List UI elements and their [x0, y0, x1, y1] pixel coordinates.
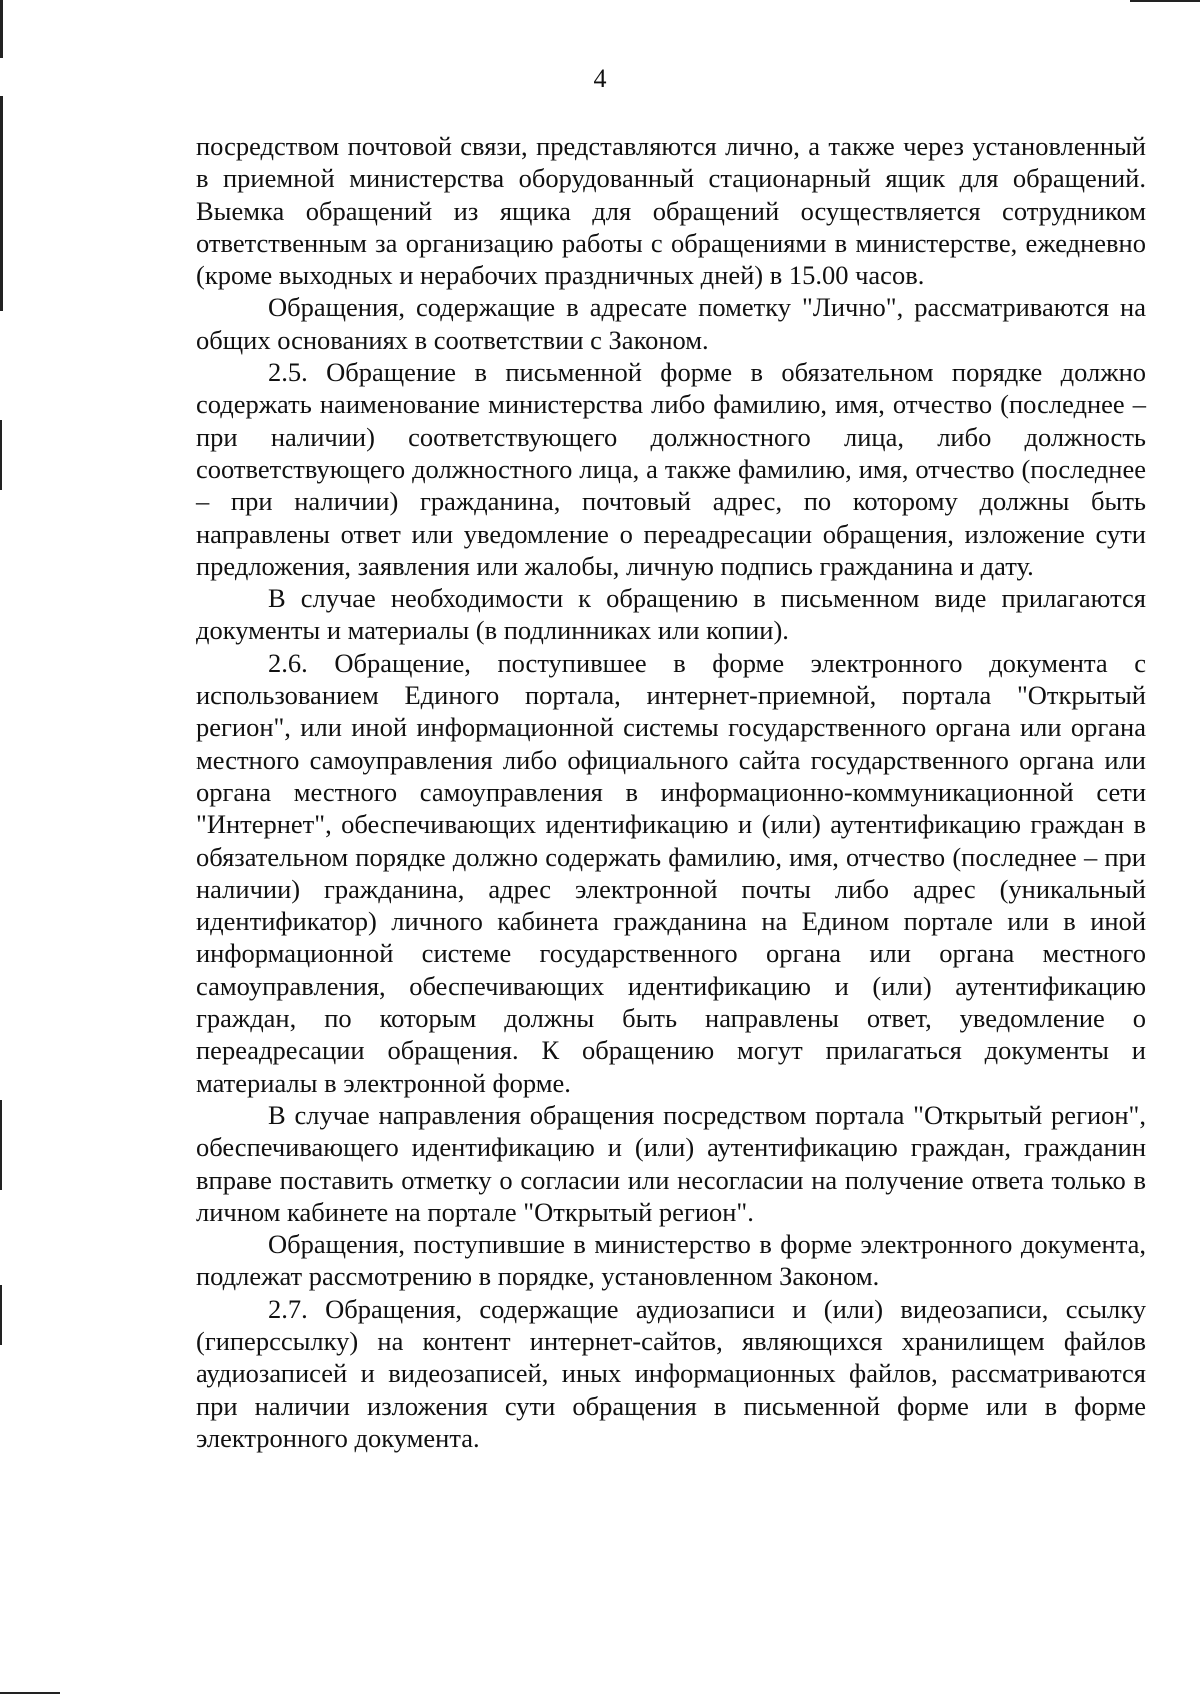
paragraph-2-5: 2.5. Обращение в письменной форме в обязательном порядке должно содержать наименование министерства либо фамилию, имя, отчество (последнее – при наличии) соответствующего должностного лица, либо должность соответствующего должностного лица, а также фамилию, имя, отчество (последнее – при наличии) гражданина, почтовый адрес, по которому должны быть направлены ответ или уведомление о переадресации обращения, изложение сути предложения, заявления или жалобы, личную подпись гражданина и дату.: [196, 357, 1146, 581]
document-body: [196, 130, 1146, 1454]
paragraph-electronic-review: Обращения, поступившие в министерство в форме электронного документа, подлежат рассмотрению в порядке, установленном Законом.: [196, 1229, 1146, 1292]
paragraph-personal-mark: Обращения, содержащие в адресате пометку "Лично", рассматриваются на общих основаниях в соответствии с Законом.: [196, 292, 1146, 355]
scan-edge-mark: [0, 420, 2, 490]
scan-edge-mark: [0, 0, 3, 58]
paragraph-open-region: В случае направления обращения посредством портала "Открытый регион", обеспечивающего идентификацию и (или) аутентификацию граждан, гражданин вправе поставить отметку о согласии или несогласии на получение ответа только в личном кабинете на портале "Открытый регион".: [196, 1099, 1146, 1227]
paragraph-attachments: В случае необходимости к обращению в письменном виде прилагаются документы и материалы (в подлинниках или копии).: [196, 583, 1146, 646]
paragraph-continuation: посредством почтовой связи, представляются лично, а также через установленный в приемной министерства оборудованный стационарный ящик для обращений. Выемка обращений из ящика для обращений осуществляется сотрудником ответственным за организацию работы с обращениями в министерстве, ежедневно (кроме выходных и нерабочих праздничных дней) в 15.00 часов.: [196, 131, 1146, 291]
scan-edge-mark: [0, 1692, 60, 1694]
scan-edge-mark: [0, 96, 3, 311]
page-number: 4: [593, 64, 607, 93]
scan-edge-mark: [1130, 0, 1200, 2]
paragraph-2-7: 2.7. Обращения, содержащие аудиозаписи и (или) видеозаписи, ссылку (гиперссылку) на контент интернет-сайтов, являющихся хранилищем файлов аудиозаписей и видеозаписей, иных информационных файлов, рассматриваются при наличии изложения сути обращения в письменной форме или в форме электронного документа.: [196, 1293, 1146, 1453]
paragraph-2-6: 2.6. Обращение, поступившее в форме электронного документа с использованием Единого портала, интернет-приемной, портала "Открытый регион", или иной информационной системы государственного органа или органа местного самоуправления либо официального сайта государственного органа или органа местного самоуправления в информационно-коммуникационной сети "Интернет", обеспечивающих идентификацию и (или) аутентификацию граждан в обязательном порядке должно содержать фамилию, имя, отчество (последнее – при наличии) гражданина, адрес электронной почты либо адрес (уникальный идентификатор) личного кабинета гражданина на Едином портале или в иной информационной системе государственного органа или органа местного самоуправления, обеспечивающих идентификацию и (или) аутентификацию граждан, по которым должны быть направлены ответ, уведомление о переадресации обращения. К обращению могут прилагаться документы и материалы в электронной форме.: [196, 647, 1146, 1098]
scan-edge-mark: [0, 1285, 2, 1345]
scan-edge-mark: [0, 1100, 2, 1190]
